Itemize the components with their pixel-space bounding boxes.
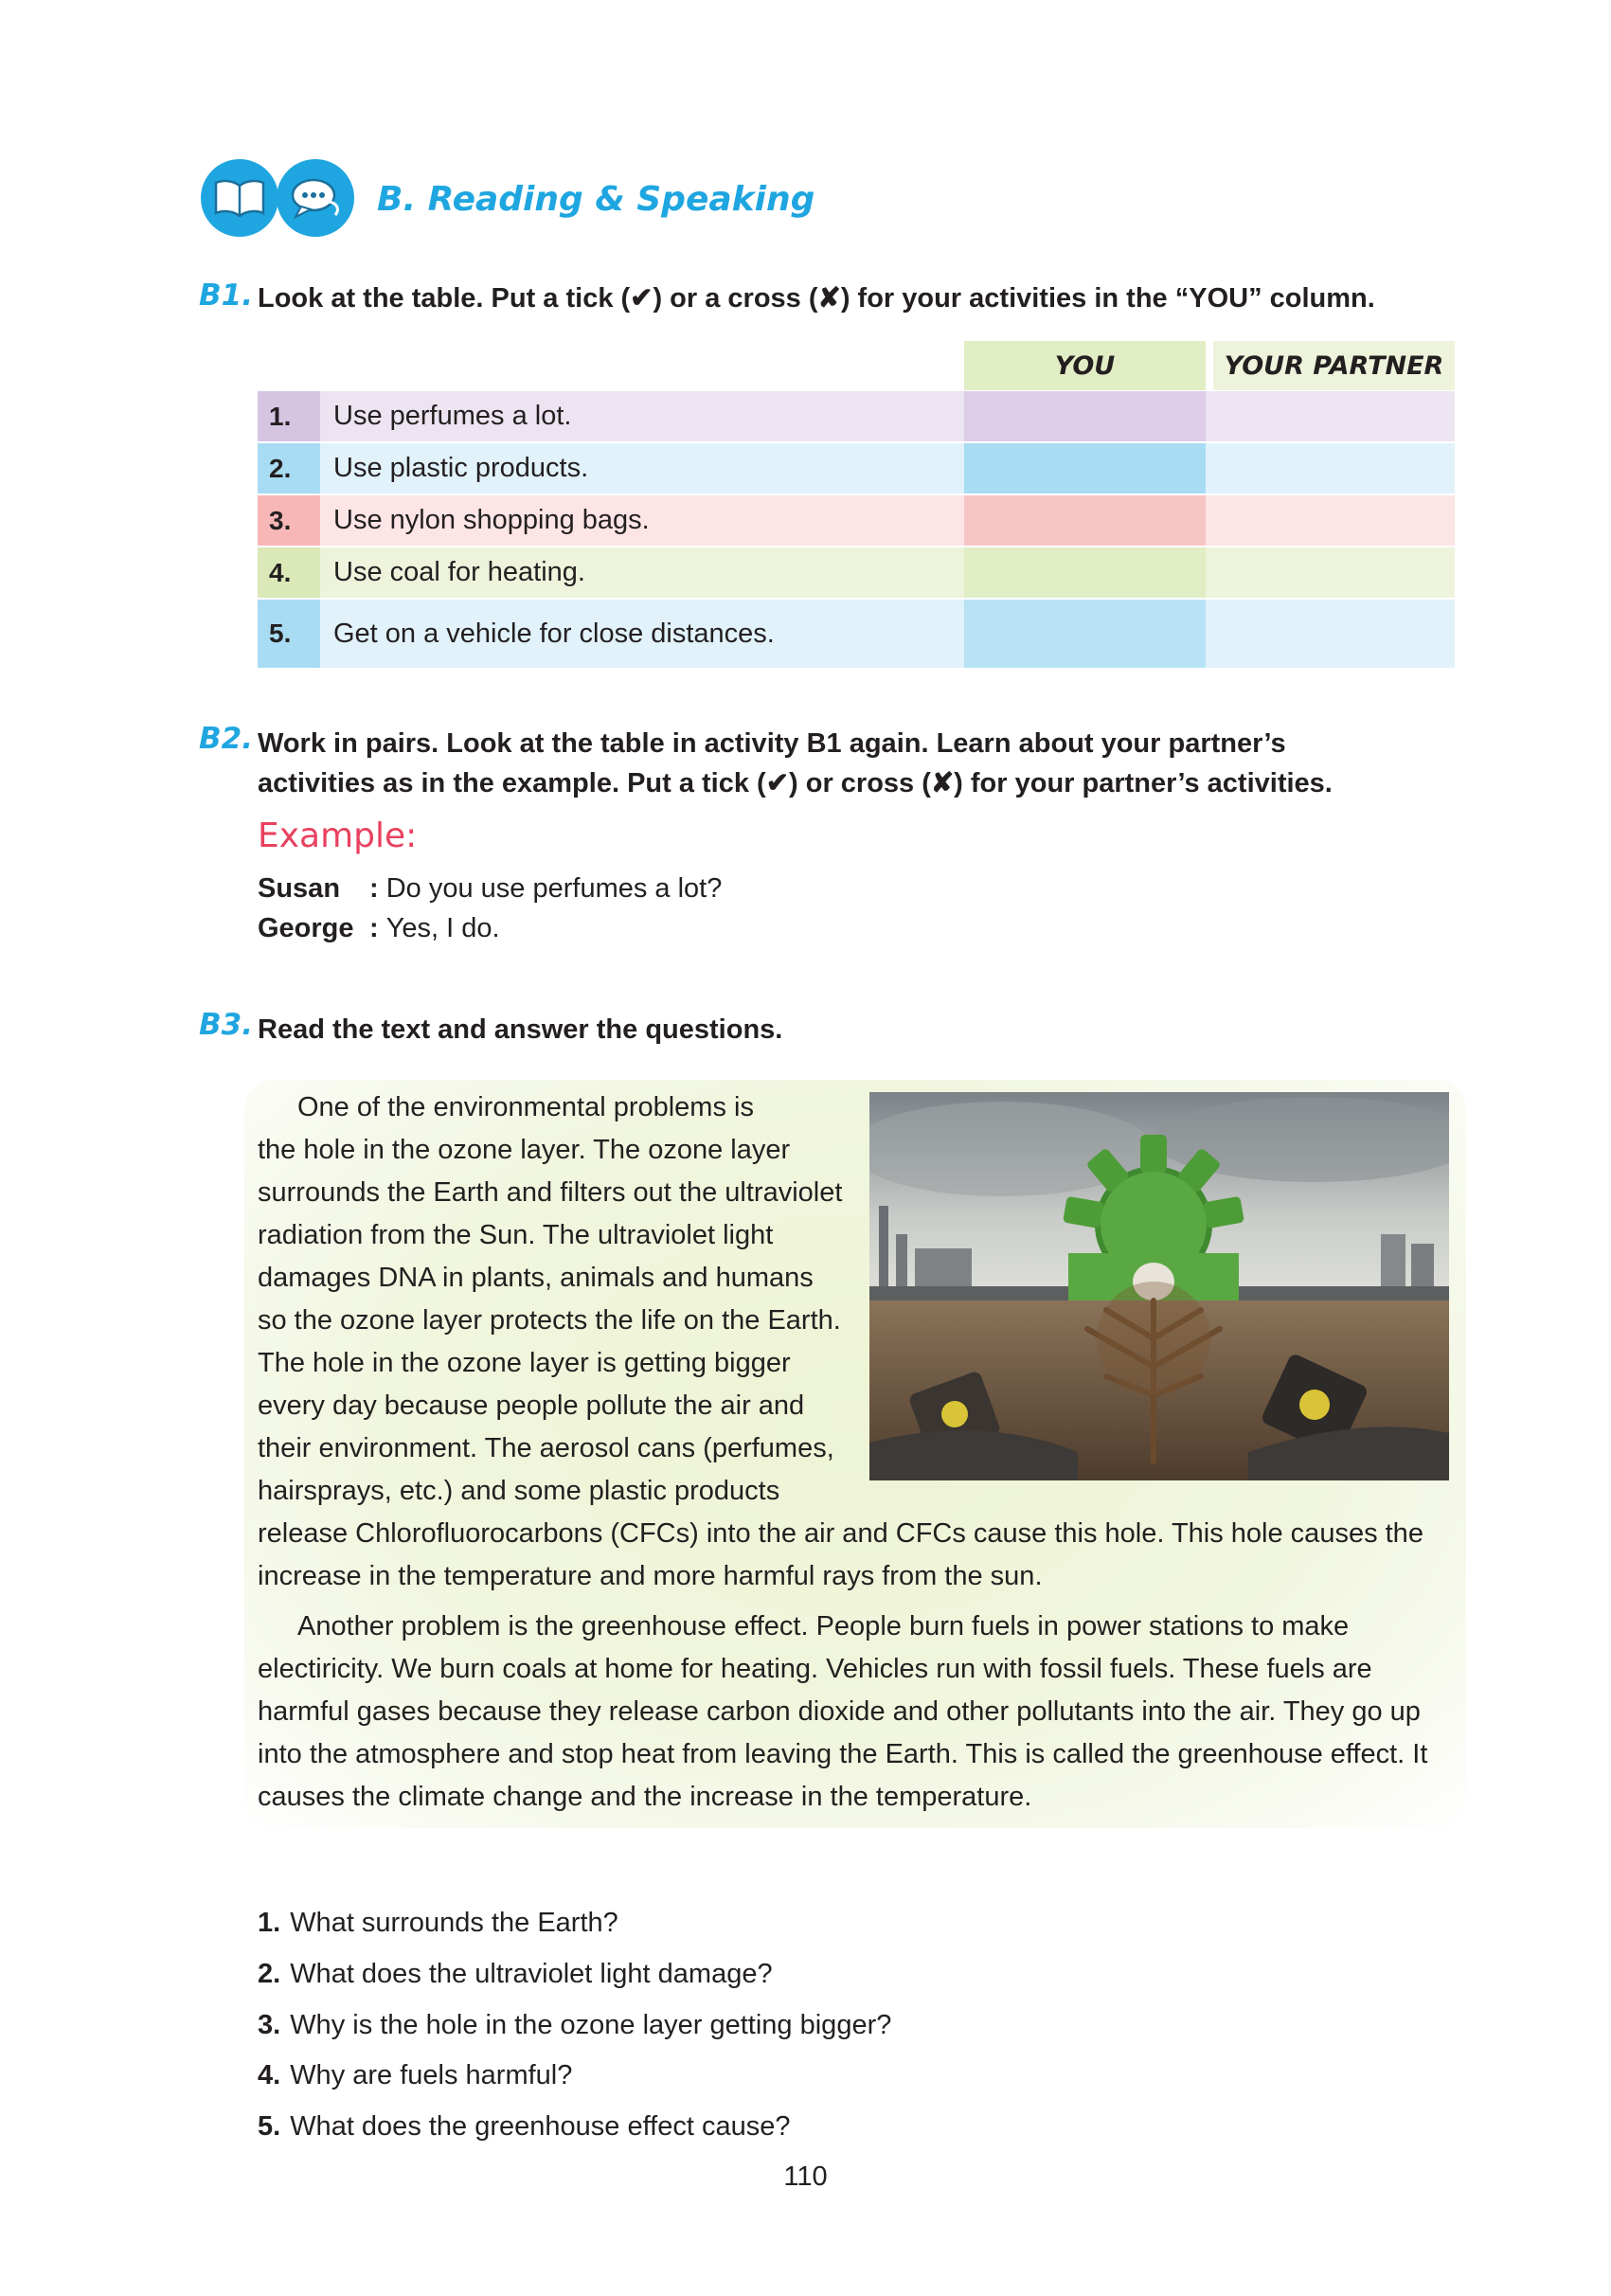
text-line: radiation from the Sun. The ultraviolet light (258, 1220, 774, 1250)
dialog-text: Yes, I do. (385, 913, 500, 943)
text-line: release Chlorofluorocarbons (CFCs) into the air and CFCs cause this hole. This hole causes the (258, 1518, 1423, 1549)
text-line: every day because people pollute the air and (258, 1390, 805, 1421)
text-line: increase in the temperature and more harmful rays from the sun. (258, 1561, 1043, 1591)
question-text: What does the ultraviolet light damage? (290, 1959, 773, 1989)
text-line: damages DNA in plants, animals and humans (258, 1263, 814, 1293)
you-cell[interactable] (964, 391, 1206, 441)
activity-number-b2: B2. (199, 722, 253, 756)
question-text: Why is the hole in the ozone layer getting bigger? (290, 2010, 892, 2040)
text-line: the hole in the ozone layer. The ozone layer (258, 1135, 791, 1165)
activity-text: Use plastic products. (333, 453, 589, 483)
partner-cell[interactable] (1213, 391, 1455, 441)
table-row (258, 600, 1455, 668)
you-cell[interactable] (964, 495, 1206, 546)
b2-instruction-line2: activities as in the example. Put a tick (✔) or cross (✘) for your partner’s activities. (258, 768, 1333, 798)
partner-cell[interactable] (1213, 443, 1455, 493)
reading-paragraph-2 (258, 1605, 1427, 1819)
speaker-name: George (258, 913, 354, 943)
question-item (258, 1959, 773, 1990)
dialog-line: George : Yes, I do. (258, 913, 500, 943)
table-row (258, 495, 1455, 546)
b1-instruction: Look at the table. Put a tick (✔) or a cross (✘) for your activities in the “YOU” column. (258, 283, 1375, 314)
dialog-line: Susan : Do you use perfumes a lot? (258, 873, 723, 904)
partner-cell[interactable] (1213, 495, 1455, 546)
table-row (258, 443, 1455, 493)
row-number: 4. (258, 547, 320, 598)
text-line: The hole in the ozone layer is getting bigger (258, 1348, 791, 1378)
text-line: Another problem is the greenhouse effect. People burn fuels in power stations to make (297, 1611, 1350, 1641)
activity-text: Use nylon shopping bags. (333, 505, 650, 535)
you-cell[interactable] (964, 547, 1206, 598)
activity-number-b3: B3. (199, 1008, 253, 1042)
b2-instruction-line1: Work in pairs. Look at the table in activity B1 again. Learn about your partner’s (258, 728, 1286, 759)
partner-cell[interactable] (1213, 547, 1455, 598)
example-label: Example: (258, 816, 418, 855)
page-number: 110 (783, 2161, 828, 2192)
question-item (258, 2111, 790, 2143)
text-line: so the ozone layer protects the life on the Earth. (258, 1305, 841, 1336)
column-header-your-partner: YOUR PARTNER (1213, 341, 1455, 390)
question-number: 5. (258, 2111, 281, 2142)
speech-bubble-icon (277, 159, 354, 237)
question-number: 2. (258, 1959, 281, 1989)
table-row (258, 391, 1455, 441)
text-line: hairsprays, etc.) and some plastic products (258, 1476, 780, 1506)
question-text: What surrounds the Earth? (290, 1908, 618, 1938)
column-header-you: YOU (964, 341, 1206, 390)
question-number: 3. (258, 2010, 281, 2040)
question-text: What does the greenhouse effect cause? (290, 2111, 791, 2142)
environment-illustration (869, 1092, 1449, 1480)
you-cell[interactable] (964, 443, 1206, 493)
text-line: into the atmosphere and stop heat from leaving the Earth. This is called the greenhouse effect. It (258, 1739, 1428, 1769)
section-title: B. Reading & Speaking (377, 180, 815, 219)
question-number: 1. (258, 1908, 281, 1938)
table-row (258, 547, 1455, 598)
text-line: harmful gases because they release carbon dioxide and other pollutants into the air. They go up (258, 1696, 1421, 1727)
speaker-name: Susan (258, 873, 341, 904)
row-number: 3. (258, 495, 320, 546)
activity-number-b1: B1. (199, 278, 253, 313)
dialog-text: Do you use perfumes a lot? (385, 873, 723, 904)
text-line: causes the climate change and the increase in the temperature. (258, 1782, 1032, 1812)
question-item (258, 2060, 572, 2091)
text-line: One of the environmental problems is (297, 1092, 754, 1122)
row-number: 2. (258, 443, 320, 493)
activity-text: Use perfumes a lot. (333, 401, 572, 431)
question-number: 4. (258, 2060, 281, 2090)
question-item (258, 2010, 891, 2041)
book-icon (201, 159, 278, 237)
b3-instruction: Read the text and answer the questions. (258, 1014, 783, 1045)
question-text: Why are fuels harmful? (290, 2060, 573, 2090)
row-number: 5. (258, 600, 320, 668)
partner-cell[interactable] (1213, 600, 1455, 668)
row-number: 1. (258, 391, 320, 441)
activity-text: Get on a vehicle for close distances. (333, 618, 775, 649)
you-cell[interactable] (964, 600, 1206, 668)
text-line: surrounds the Earth and filters out the ultraviolet (258, 1177, 843, 1208)
question-item (258, 1908, 618, 1939)
text-line: electiricity. We burn coals at home for heating. Vehicles run with fossil fuels. These fuels are (258, 1654, 1372, 1684)
text-line: their environment. The aerosol cans (perfumes, (258, 1433, 834, 1463)
activity-text: Use coal for heating. (333, 557, 585, 587)
